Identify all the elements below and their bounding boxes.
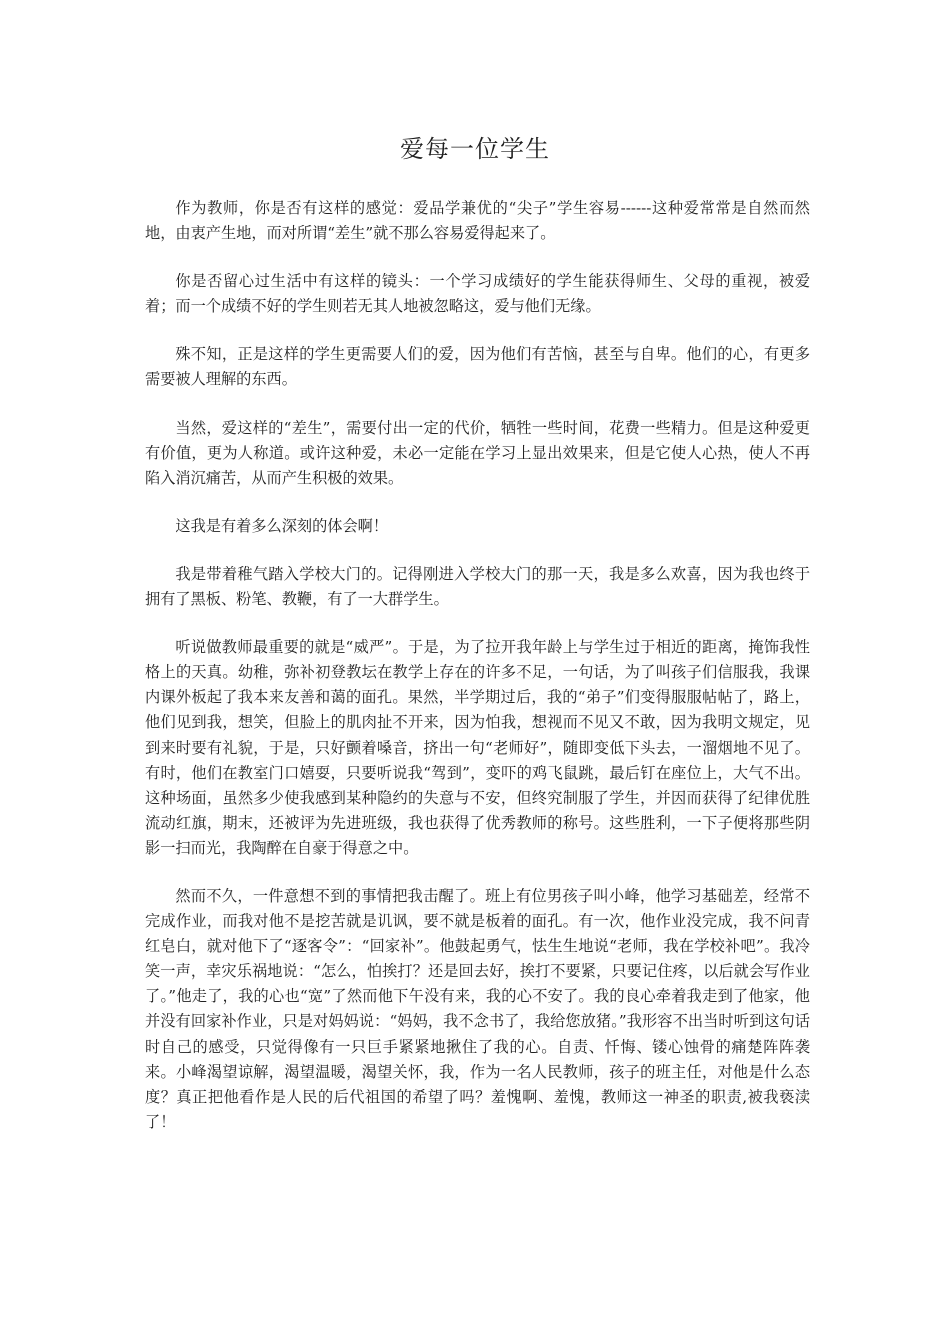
paragraph-5: 这我是有着多么深刻的体会啊！ (175, 516, 389, 535)
document-body (145, 196, 810, 1158)
paragraph-6: 我是带着稚气踏入学校大门的。记得刚进入学校大门的那一天，我是多么欢喜，因为我也终于拥有了黑板、粉笔、教鞭，有了一大群学生。 (145, 564, 810, 609)
paragraph-1: 作为教师，你是否有这样的感觉：爱品学兼优的“尖子”学生容易------这种爱常常是自然而然地，由衷产生地，而对所谓“差生”就不那么容易爱得起来了。 (145, 199, 810, 243)
paragraph-3: 殊不知，正是这样的学生更需要人们的爱，因为他们有苦恼，甚至与自卑。他们的心，有更多需要被人理解的东西。 (145, 345, 810, 389)
paragraph-4: 当然，爱这样的“差生”，需要付出一定的代价，牺牲一些时间，花费一些精力。但是这种爱更有价值，更为人称道。或许这种爱，未必一定能在学习上显出效果来，但是它使人心热，使人不再陷入消沉痛苦，从而产生积极的效果。 (145, 418, 810, 487)
paragraph-7: 听说做教师最重要的就是“威严”。于是，为了拉开我年龄上与学生过于相近的距离，掩饰我性格上的天真。幼稚，弥补初登教坛在教学上存在的许多不足，一句话，为了叫孩子们信服我，我课内课外板起了我本来友善和蔼的面孔。果然，半学期过后，我的“弟子”们变得服服帖帖了，路上，他们见到我，想笑，但脸上的肌肉扯不开来，因为怕我，想视而不见又不敢，因为我明文规定，见到来时要有礼貌，于是，只好颤着嗓音，挤出一句“老师好”，随即变低下头去，一溜烟地不见了。有时，他们在教室门口嬉耍，只要听说我“驾到”，变吓的鸡飞鼠跳，最后钉在座位上，大气不出。这种场面，虽然多少使我感到某种隐约的失意与不安，但终究制服了学生，并因而获得了纪律优胜流动红旗，期末，还被评为先进班级，我也获得了优秀教师的称号。这些胜利，一下子便将那些阴影一扫而光，我陶醉在自豪于得意之中。 (145, 638, 810, 857)
document-title: 爱每一位学生 (400, 135, 550, 163)
paragraph-2: 你是否留心过生活中有这样的镜头：一个学习成绩好的学生能获得师生、父母的重视，被爱着；而一个成绩不好的学生则若无其人地被忽略这，爱与他们无缘。 (145, 272, 810, 316)
paragraph-8: 然而不久，一件意想不到的事情把我击醒了。班上有位男孩子叫小峰，他学习基础差，经常不完成作业，而我对他不是挖苦就是讥讽，要不就是板着的面孔。有一次，他作业没完成，我不问青红皂白，就对他下了“逐客令”：“回家补”。他鼓起勇气，怯生生地说“老师，我在学校补吧”。我冷笑一声，幸灾乐祸地说：“怎么，怕挨打？还是回去好，挨打不要紧，只要记住疼，以后就会写作业了。”他走了，我的心也“宽”了然而他下午没有来，我的心不安了。我的良心牵着我走到了他家，他并没有回家补作业，只是对妈妈说：“妈妈，我不念书了，我给您放猪。”我形容不出当时听到这句话时自己的感受，只觉得像有一只巨手紧紧地揪住了我的心。自责、忏悔、镂心蚀骨的痛楚阵阵袭来。小峰渴望谅解，渴望温暖，渴望关怀，我，作为一名人民教师，孩子的班主任，对他是什么态度？真正把他看作是人民的后代祖国的希望了吗？羞愧啊、羞愧，教师这一神圣的职责,被我亵渎了！ (145, 886, 810, 1131)
